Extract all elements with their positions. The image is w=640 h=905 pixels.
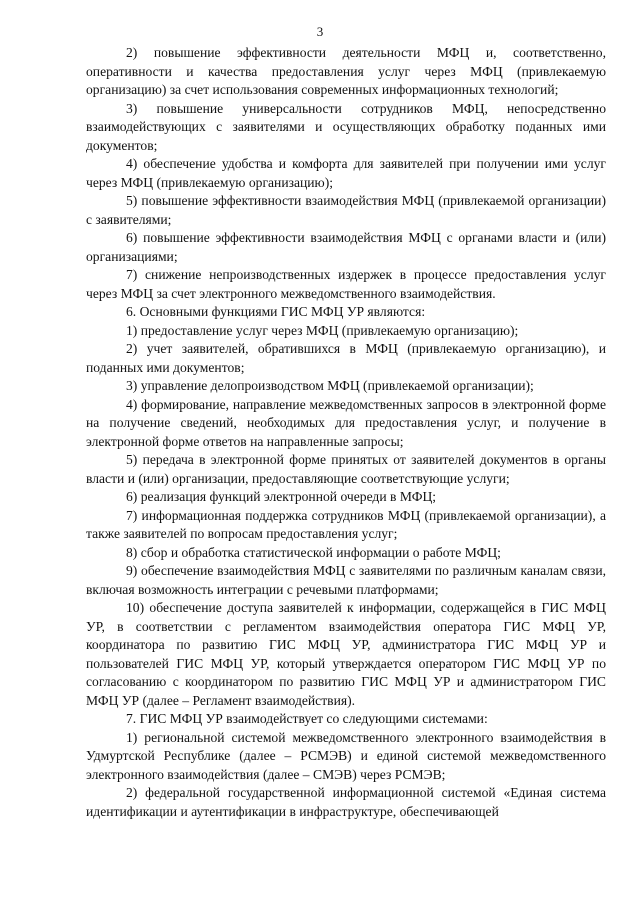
paragraph: 6) повышение эффективности взаимодействия МФЦ с органами власти и (или) организациями; <box>86 230 606 264</box>
paragraph: 1) региональной системой межведомственного электронного взаимодействия в Удмуртской Республике (далее – РСМЭВ) и единой системой межведомственного электронного взаимодействия (далее – СМЭВ) через РСМЭВ; <box>86 729 606 782</box>
paragraph: 2) федеральной государственной информационной системой «Единая система идентификации и аутентификации в инфраструктуре, обеспечивающей <box>86 785 606 819</box>
paragraph: 2) повышение эффективности деятельности МФЦ и, соответственно, оперативности и качества предоставления услуг через МФЦ (привлекаемую организацию) за счет использования современных информационных технологий; <box>86 45 606 97</box>
document-body <box>86 44 606 821</box>
paragraph: 1) предоставление услуг через МФЦ (привлекаемую организацию); <box>126 322 519 338</box>
section-heading: 6. Основными функциями ГИС МФЦ УР являются: <box>126 304 426 319</box>
paragraph: 4) формирование, направление межведомственных запросов в электронной форме на получение сведений, необходимых для предоставления услуг, и получение в электронной форме ответов на направленные запросы; <box>86 396 606 449</box>
paragraph: 3) повышение универсальности сотрудников МФЦ, непосредственно взаимодействующих с заявителями и осуществляющих обработку поданных ими документов; <box>86 100 606 153</box>
paragraph: 7) снижение непроизводственных издержек в процессе предоставления услуг через МФЦ за счет электронного межведомственного взаимодействия. <box>86 267 606 301</box>
paragraph: 4) обеспечение удобства и комфорта для заявителей при получении ими услуг через МФЦ (привлекаемую организацию); <box>86 156 606 190</box>
paragraph: 5) повышение эффективности взаимодействия МФЦ (привлекаемой организации) с заявителями; <box>86 193 606 227</box>
paragraph: 6) реализация функций электронной очереди в МФЦ; <box>126 489 437 504</box>
section-heading: 7. ГИС МФЦ УР взаимодействует со следующими системами: <box>126 711 488 726</box>
paragraph: 3) управление делопроизводством МФЦ (привлекаемой организации); <box>126 378 534 393</box>
paragraph: 10) обеспечение доступа заявителей к информации, содержащейся в ГИС МФЦ УР, в соответствии с регламентом взаимодействия оператора ГИС МФЦ УР, координатора по развитию ГИС МФЦ УР, администратора ГИС МФЦ УР и пользователей ГИС МФЦ УР, который утверждается оператором ГИС МФЦ УР по согласованию с координатором по развитию ГИС МФЦ УР и администратором ГИС МФЦ УР (далее – Регламент взаимодействия). <box>86 600 606 708</box>
paragraph: 9) обеспечение взаимодействия МФЦ с заявителями по различным каналам связи, включая возможность интеграции с речевыми платформами; <box>86 563 606 597</box>
paragraph: 2) учет заявителей, обратившихся в МФЦ (привлекаемую организацию), и поданных ими документов; <box>86 341 606 375</box>
page-number: 3 <box>316 24 324 39</box>
paragraph: 7) информационная поддержка сотрудников МФЦ (привлекаемой организации), а также заявителей по вопросам предоставления услуг; <box>86 507 606 541</box>
paragraph: 8) сбор и обработка статистической информации о работе МФЦ; <box>126 544 501 560</box>
paragraph: 5) передача в электронной форме принятых от заявителей документов в органы власти и (или) организации, предоставляющие соответствующие услуги; <box>86 452 606 486</box>
